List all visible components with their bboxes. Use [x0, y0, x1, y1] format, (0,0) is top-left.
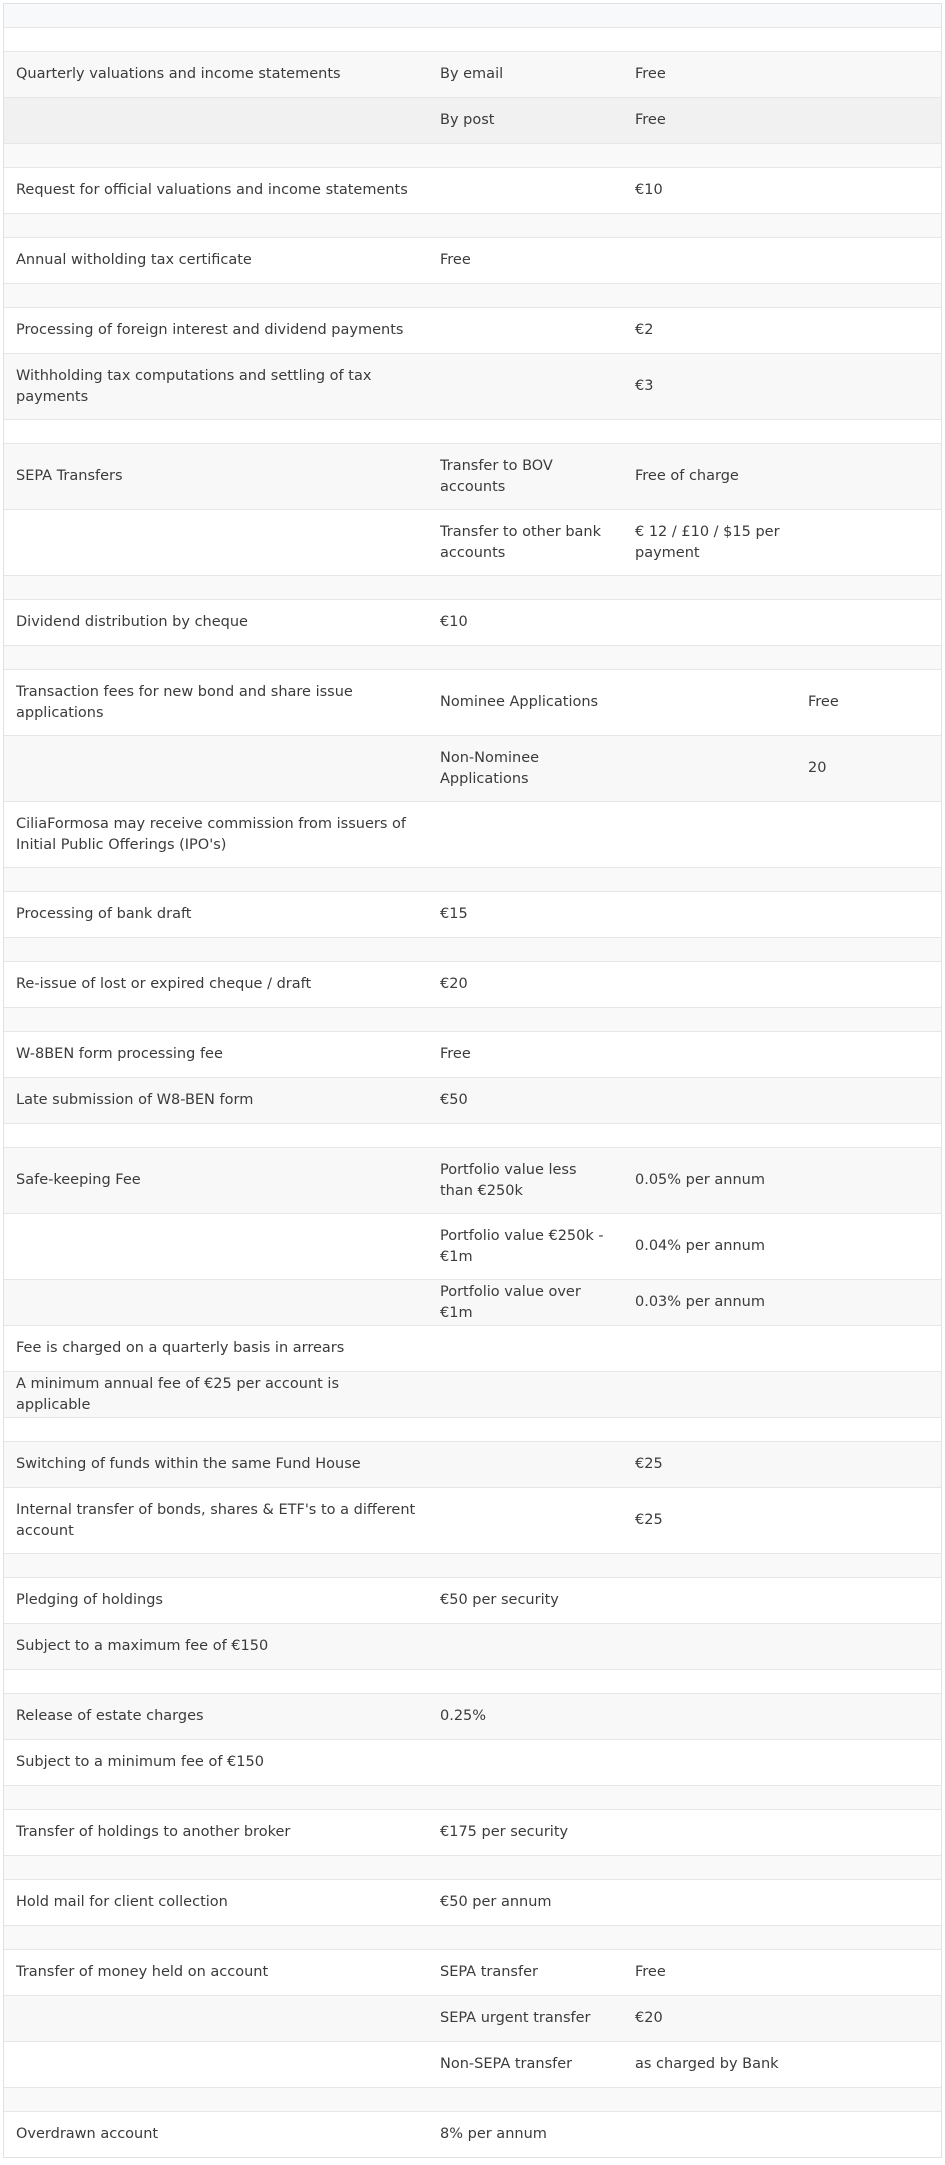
table-row [4, 444, 941, 510]
table-row [4, 1488, 941, 1554]
fee-extra-cell [796, 962, 941, 1008]
fee-amount-cell: €2 [635, 322, 654, 338]
fee-amount-cell [623, 962, 796, 1008]
table-spacer-row [4, 1008, 941, 1032]
fee-description-cell: Dividend distribution by cheque [16, 614, 248, 630]
table-row [4, 1372, 941, 1418]
spacer-cell [4, 576, 941, 600]
fee-amount-cell [623, 1578, 796, 1624]
fee-description-cell: Processing of bank draft [16, 906, 192, 922]
fee-option-cell [428, 354, 623, 420]
fee-extra-cell [796, 1214, 941, 1280]
fee-extra-cell: 20 [808, 760, 827, 776]
fee-extra-cell [796, 98, 941, 144]
table-spacer-row [4, 2088, 941, 2112]
spacer-cell [4, 1008, 941, 1032]
fee-option-cell: €15 [440, 906, 468, 922]
fee-extra-cell [796, 1950, 941, 1996]
fee-extra-cell [796, 168, 941, 214]
table-spacer-row [4, 868, 941, 892]
fee-amount-cell [623, 1694, 796, 1740]
fee-amount-cell: Free [635, 1964, 666, 1980]
fee-extra-cell [796, 354, 941, 420]
spacer-cell [4, 420, 941, 444]
fee-option-cell: €50 per security [440, 1592, 559, 1608]
fee-description-cell: Quarterly valuations and income statements [16, 66, 341, 82]
fee-option-cell [428, 1624, 623, 1670]
fee-option-cell: By post [440, 112, 495, 128]
fee-amount-cell [623, 1740, 796, 1786]
fee-option-cell: €50 [440, 1092, 468, 1108]
spacer-cell [4, 214, 941, 238]
fee-amount-cell [623, 670, 796, 736]
table-row [4, 2042, 941, 2088]
fee-description-cell [4, 1280, 428, 1326]
fee-amount-cell [623, 1810, 796, 1856]
fee-option-cell: Portfolio value €250k - €1m [440, 1227, 604, 1265]
fee-amount-cell: Free of charge [635, 468, 739, 484]
fee-table [4, 4, 941, 2157]
spacer-cell [4, 4, 941, 28]
fee-option-cell: Non-Nominee Applications [440, 749, 540, 787]
fee-option-cell: Free [440, 252, 471, 268]
fee-option-cell: SEPA transfer [440, 1964, 538, 1980]
fee-amount-cell [623, 802, 796, 868]
fee-option-cell [428, 1740, 623, 1786]
fee-extra-cell [796, 600, 941, 646]
table-row [4, 1442, 941, 1488]
fee-description-cell: W-8BEN form processing fee [16, 1046, 223, 1062]
fee-description-cell: Switching of funds within the same Fund House [16, 1456, 361, 1472]
fee-option-cell [428, 308, 623, 354]
fee-description-cell: Overdrawn account [16, 2126, 159, 2142]
fee-option-cell [428, 1326, 623, 1372]
fee-description-cell: Fee is charged on a quarterly basis in arrears [16, 1340, 345, 1356]
table-spacer-row [4, 214, 941, 238]
fee-option-cell: Free [440, 1046, 471, 1062]
table-spacer-row [4, 1670, 941, 1694]
table-spacer-row [4, 1786, 941, 1810]
spacer-cell [4, 1786, 941, 1810]
fee-description-cell [4, 736, 428, 802]
table-row [4, 1326, 941, 1372]
table-row [4, 1148, 941, 1214]
fee-amount-cell: €25 [635, 1456, 663, 1472]
spacer-cell [4, 868, 941, 892]
fee-extra-cell [796, 1032, 941, 1078]
fee-description-cell: Re-issue of lost or expired cheque / draft [16, 976, 312, 992]
fee-amount-cell: €10 [635, 182, 663, 198]
table-spacer-row [4, 1418, 941, 1442]
table-row [4, 510, 941, 576]
fee-description-cell [4, 1214, 428, 1280]
table-spacer-row [4, 284, 941, 308]
fee-extra-cell [796, 444, 941, 510]
fee-option-cell: SEPA urgent transfer [440, 2010, 591, 2026]
fee-option-cell: By email [440, 66, 504, 82]
spacer-cell [4, 938, 941, 962]
fee-extra-cell [796, 1578, 941, 1624]
fee-description-cell: Annual witholding tax certificate [16, 252, 252, 268]
table-row [4, 168, 941, 214]
table-row [4, 1950, 941, 1996]
fee-amount-cell [623, 2112, 796, 2158]
fee-amount-cell [623, 1032, 796, 1078]
table-spacer-row [4, 576, 941, 600]
fee-extra-cell [796, 1810, 941, 1856]
table-row [4, 98, 941, 144]
fee-extra-cell [796, 802, 941, 868]
table-row [4, 670, 941, 736]
spacer-cell [4, 1554, 941, 1578]
fee-extra-cell [796, 1372, 941, 1418]
fee-amount-cell: €25 [635, 1512, 663, 1528]
fee-option-cell: €50 per annum [440, 1894, 552, 1910]
fee-description-cell [4, 1996, 428, 2042]
table-row [4, 1996, 941, 2042]
fee-extra-cell [796, 510, 941, 576]
table-row [4, 736, 941, 802]
fee-amount-cell [623, 238, 796, 284]
fee-description-cell: SEPA Transfers [16, 468, 123, 484]
fee-option-cell [428, 1488, 623, 1554]
table-row [4, 2112, 941, 2158]
fee-amount-cell [623, 1624, 796, 1670]
fee-amount-cell: €20 [635, 2010, 663, 2026]
fee-description-cell: Safe-keeping Fee [16, 1172, 141, 1188]
fee-option-cell: €10 [440, 614, 468, 630]
fee-description-cell [4, 510, 428, 576]
table-row [4, 892, 941, 938]
table-row [4, 308, 941, 354]
fee-description-cell [4, 98, 428, 144]
fee-extra-cell [796, 1624, 941, 1670]
table-row [4, 962, 941, 1008]
table-spacer-row [4, 1926, 941, 1950]
fee-description-cell: Transfer of money held on account [16, 1964, 269, 1980]
fee-amount-cell [623, 892, 796, 938]
fee-extra-cell [796, 1740, 941, 1786]
table-row [4, 1740, 941, 1786]
fee-extra-cell [796, 1326, 941, 1372]
fee-option-cell [428, 168, 623, 214]
fee-table-body [4, 4, 941, 2157]
fee-option-cell: Nominee Applications [440, 694, 599, 710]
fee-option-cell: Portfolio value over €1m [440, 1283, 581, 1321]
fee-description-cell: Subject to a minimum fee of €150 [16, 1754, 264, 1770]
table-spacer-row [4, 420, 941, 444]
spacer-cell [4, 1856, 941, 1880]
fee-option-cell [428, 802, 623, 868]
fee-amount-cell: 0.03% per annum [635, 1294, 765, 1310]
table-spacer-row [4, 28, 941, 52]
fee-extra-cell [796, 1996, 941, 2042]
table-row [4, 354, 941, 420]
fee-extra-cell [796, 1442, 941, 1488]
fee-option-cell: Non-SEPA transfer [440, 2056, 573, 2072]
table-row [4, 1624, 941, 1670]
fee-amount-cell: as charged by Bank [635, 2056, 779, 2072]
fee-amount-cell: €3 [635, 378, 654, 394]
fee-description-cell: Processing of foreign interest and dividend payments [16, 322, 404, 338]
fee-extra-cell [796, 1148, 941, 1214]
table-spacer-row [4, 144, 941, 168]
spacer-cell [4, 1670, 941, 1694]
fee-option-cell: 8% per annum [440, 2126, 547, 2142]
fee-option-cell: €175 per security [440, 1824, 569, 1840]
table-spacer-row [4, 1124, 941, 1148]
fee-amount-cell: 0.05% per annum [635, 1172, 765, 1188]
table-row [4, 52, 941, 98]
fee-amount-cell: Free [635, 112, 666, 128]
fee-amount-cell: € 12 / £10 / $15 per payment [635, 523, 780, 561]
fee-extra-cell [796, 1880, 941, 1926]
spacer-cell [4, 1418, 941, 1442]
table-spacer-row [4, 938, 941, 962]
table-row [4, 1032, 941, 1078]
spacer-cell [4, 1124, 941, 1148]
fee-option-cell: €20 [440, 976, 468, 992]
table-row [4, 1214, 941, 1280]
fee-extra-cell [796, 1488, 941, 1554]
spacer-cell [4, 646, 941, 670]
fee-extra-cell [796, 1280, 941, 1326]
fee-amount-cell [623, 1078, 796, 1124]
fee-extra-cell [796, 238, 941, 284]
table-row [4, 1280, 941, 1326]
spacer-cell [4, 144, 941, 168]
fee-description-cell: Request for official valuations and income statements [16, 182, 408, 198]
table-row [4, 1578, 941, 1624]
fee-option-cell: Portfolio value less than €250k [440, 1161, 577, 1199]
fee-description-cell [4, 2042, 428, 2088]
fee-amount-cell [623, 736, 796, 802]
fee-description-cell: A minimum annual fee of €25 per account is applicable [16, 1375, 340, 1413]
fee-description-cell: Withholding tax computations and settling of tax payments [16, 367, 372, 405]
fee-description-cell: Release of estate charges [16, 1708, 204, 1724]
table-spacer-row [4, 1856, 941, 1880]
fee-description-cell: Late submission of W8-BEN form [16, 1092, 254, 1108]
spacer-cell [4, 2088, 941, 2112]
table-spacer-row [4, 646, 941, 670]
fee-amount-cell: 0.04% per annum [635, 1238, 765, 1254]
fee-extra-cell [796, 308, 941, 354]
fee-extra-cell [796, 2112, 941, 2158]
fee-amount-cell [623, 1880, 796, 1926]
fee-extra-cell [796, 52, 941, 98]
table-row [4, 238, 941, 284]
table-row [4, 802, 941, 868]
spacer-cell [4, 28, 941, 52]
fee-table-container [3, 3, 942, 2158]
fee-description-cell: Hold mail for client collection [16, 1894, 228, 1910]
fee-option-cell: 0.25% [440, 1708, 487, 1724]
fee-amount-cell [623, 600, 796, 646]
fee-extra-cell [796, 2042, 941, 2088]
table-row [4, 1694, 941, 1740]
table-row [4, 600, 941, 646]
spacer-cell [4, 1926, 941, 1950]
table-spacer-row [4, 1554, 941, 1578]
fee-option-cell: Transfer to other bank accounts [440, 523, 601, 561]
fee-option-cell: Transfer to BOV accounts [440, 457, 553, 495]
spacer-cell [4, 284, 941, 308]
fee-description-cell: Subject to a maximum fee of €150 [16, 1638, 269, 1654]
fee-description-cell: Pledging of holdings [16, 1592, 163, 1608]
fee-amount-cell [623, 1372, 796, 1418]
table-row [4, 1880, 941, 1926]
fee-description-cell: CiliaFormosa may receive commission from issuers of Initial Public Offerings (IPO's) [16, 815, 406, 853]
fee-amount-cell [623, 1326, 796, 1372]
table-spacer-row [4, 4, 941, 28]
table-row [4, 1078, 941, 1124]
fee-amount-cell: Free [635, 66, 666, 82]
table-row [4, 1810, 941, 1856]
fee-extra-cell [796, 1694, 941, 1740]
fee-extra-cell [796, 1078, 941, 1124]
fee-description-cell: Transfer of holdings to another broker [16, 1824, 291, 1840]
fee-description-cell: Transaction fees for new bond and share issue applications [16, 683, 353, 721]
fee-extra-cell [796, 892, 941, 938]
fee-option-cell [428, 1372, 623, 1418]
fee-option-cell [428, 1442, 623, 1488]
fee-description-cell: Internal transfer of bonds, shares & ETF's to a different account [16, 1501, 416, 1539]
fee-extra-cell: Free [808, 694, 839, 710]
